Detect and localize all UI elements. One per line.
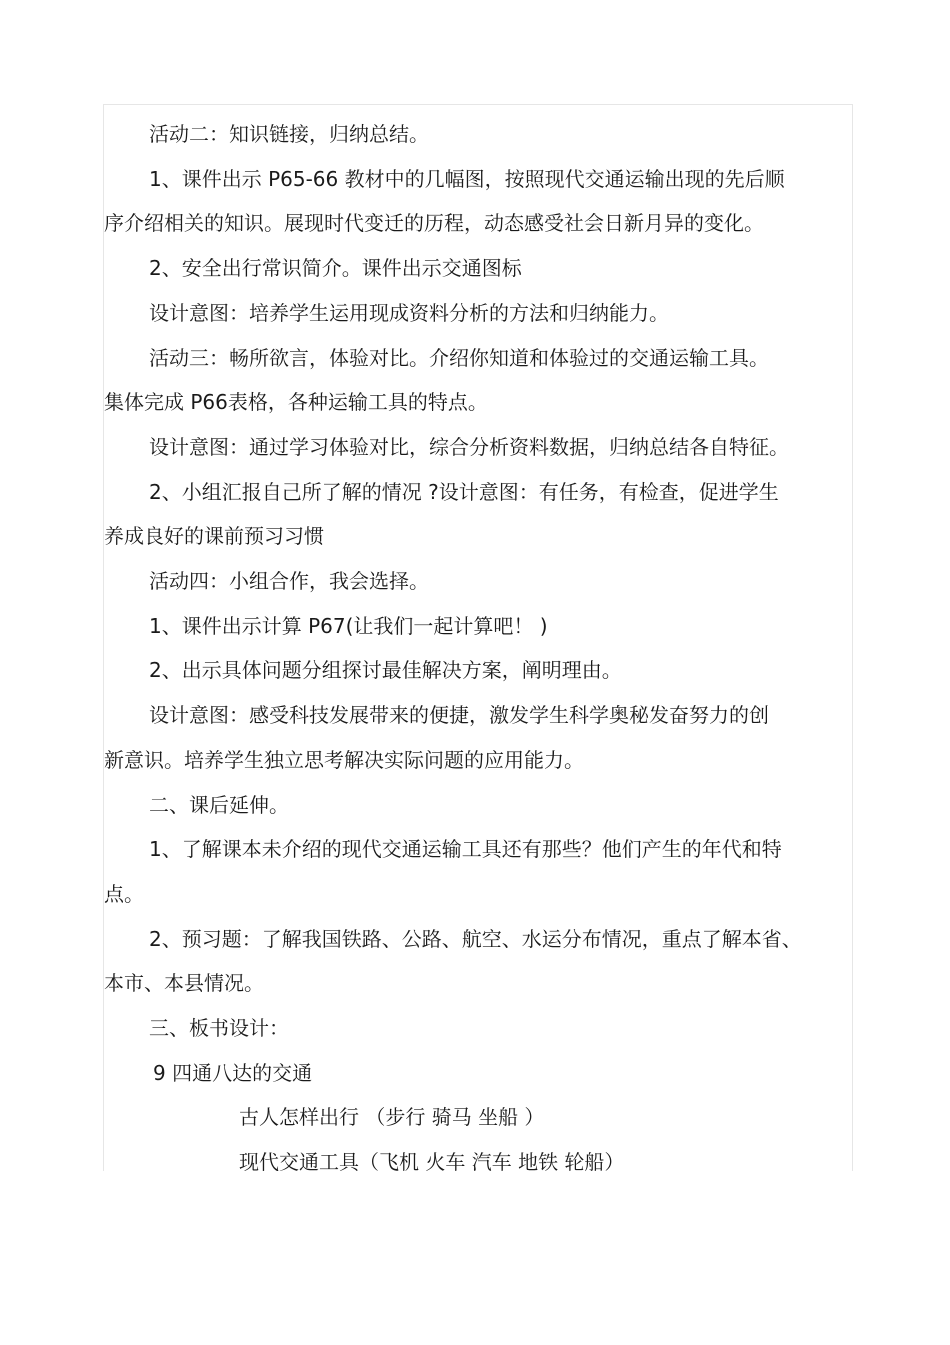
design-intent: 设计意图：感受科技发展带来的便捷，激发学生科学奥秘发奋努力的创 (149, 703, 769, 728)
document-body (104, 112, 824, 1185)
paragraph-line: 2、出示具体问题分组探讨最佳解决方案，阐明理由。 (149, 658, 622, 683)
activity-3-heading: 活动三：畅所欲言，体验对比。介绍你知道和体验过的交通运输工具。 (149, 345, 769, 370)
activity-2-heading: 活动二：知识链接，归纳总结。 (149, 122, 429, 146)
paragraph-line: 2、安全出行常识简介。课件出示交通图标 (149, 256, 522, 281)
paragraph-line: 养成良好的课前预习习惯 (104, 524, 324, 549)
paragraph-line: 2、小组汇报自己所了解的情况 ?设计意图：有任务，有检查，促进学生 (149, 479, 779, 504)
board-title: 9 四通八达的交通 (153, 1060, 313, 1085)
paragraph-line: 点。 (104, 881, 144, 906)
design-intent: 设计意图：通过学习体验对比，综合分析资料数据，归纳总结各自特征。 (149, 434, 789, 459)
paragraph-line: 新意识。培养学生独立思考解决实际问题的应用能力。 (104, 747, 584, 772)
paragraph-line: 2、预习题：了解我国铁路、公路、航空、水运分布情况，重点了解本省、 (149, 926, 802, 951)
activity-4-heading: 活动四：小组合作，我会选择。 (149, 569, 429, 594)
paragraph-line: 本市、本县情况。 (104, 971, 264, 996)
section-2-heading: 二、课后延伸。 (149, 792, 289, 817)
paragraph-line: 集体完成 P66表格，各种运输工具的特点。 (104, 390, 488, 415)
board-line: 现代交通工具（飞机 火车 汽车 地铁 轮船） (239, 1150, 625, 1175)
paragraph-line: 1、课件出示计算 P67(让我们一起计算吧！ ) (149, 613, 548, 638)
board-line: 古人怎样出行 （步行 骑马 坐船 ） (239, 1105, 545, 1130)
paragraph-line: 1、了解课本未介绍的现代交通运输工具还有那些？他们产生的年代和特 (149, 837, 782, 862)
paragraph-line: 序介绍相关的知识。展现时代变迁的历程，动态感受社会日新月异的变化。 (104, 211, 764, 236)
design-intent: 设计意图：培养学生运用现成资料分析的方法和归纳能力。 (149, 300, 669, 325)
section-3-heading: 三、板书设计： (149, 1016, 289, 1041)
paragraph-line: 1、课件出示 P65-66 教材中的几幅图，按照现代交通运输出现的先后顺 (149, 166, 785, 191)
